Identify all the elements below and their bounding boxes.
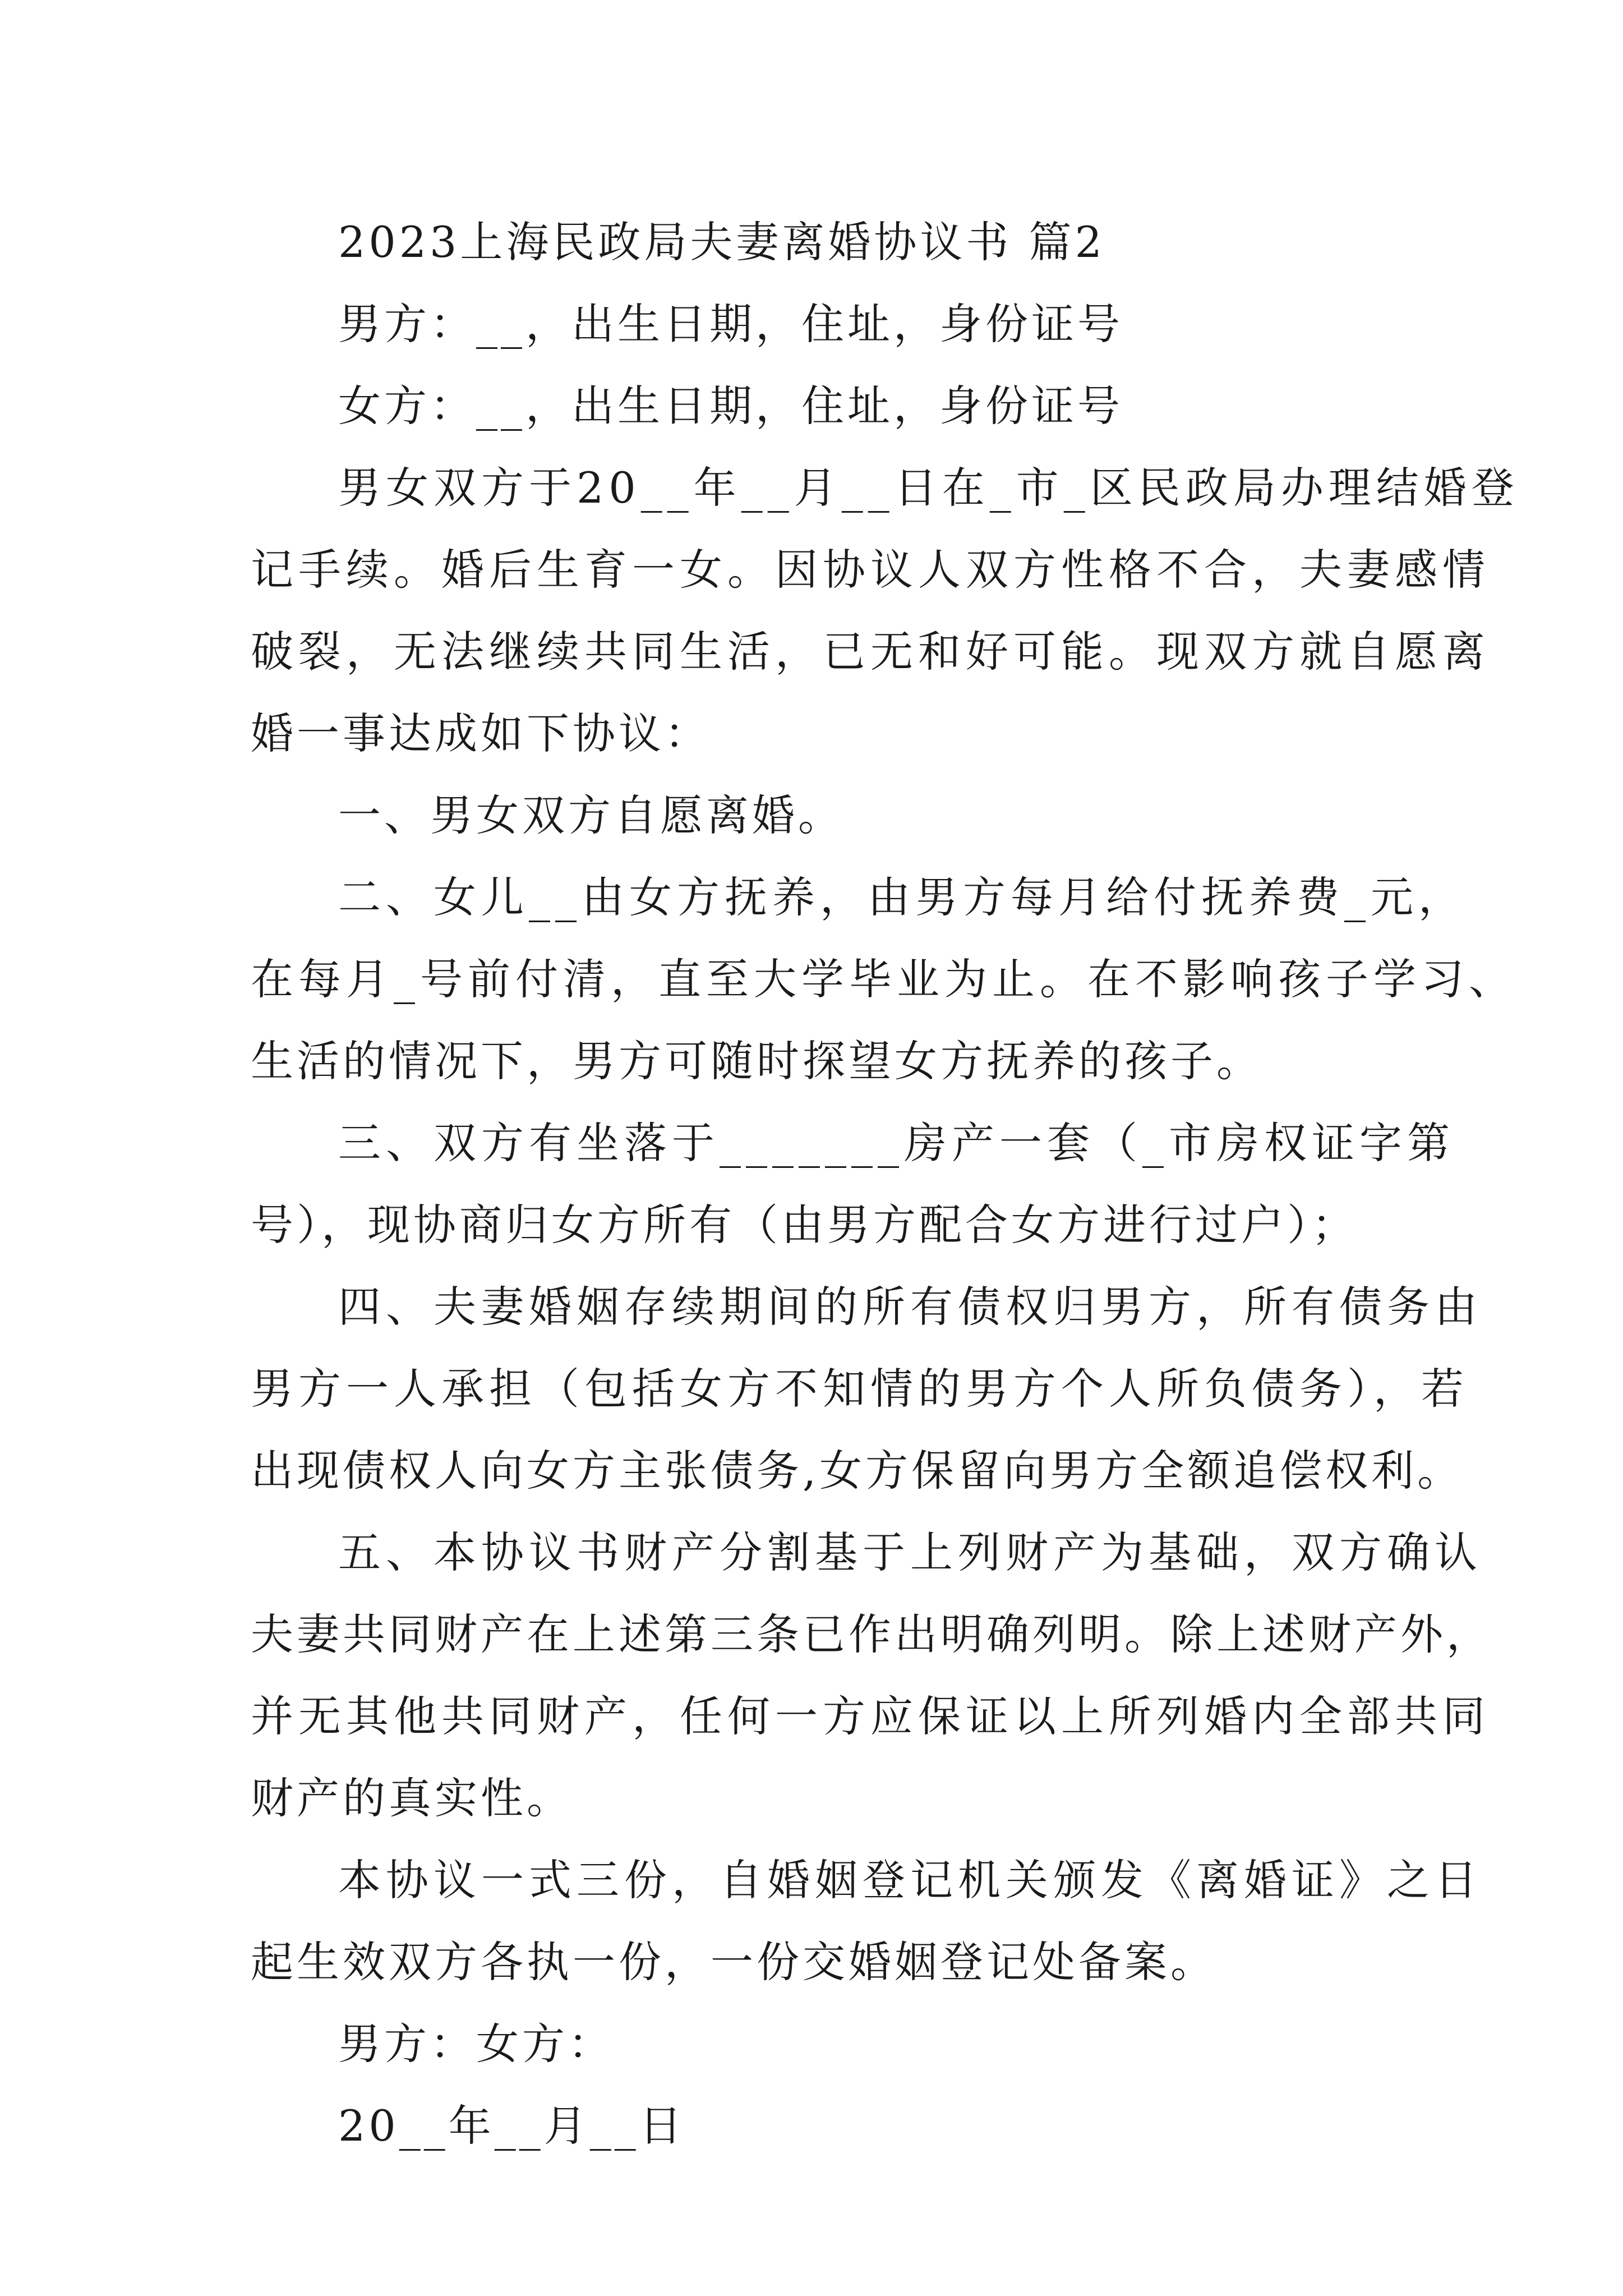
copies-line-2: 起生效双方各执一份，一份交婚姻登记处备案。 [251,1937,1216,1987]
clause-2-line-3: 生活的情况下，男方可随时探望女方抚养的孩子。 [251,1036,1262,1086]
clause-5-line-2: 夫妻共同财产在上述第三条已作出明确列明。除上述财产外， [251,1609,1492,1659]
clause-5-line-3: 并无其他共同财产，任何一方应保证以上所列婚内全部共同 [251,1691,1490,1741]
clause-2-line-2: 在每月_号前付清，直至大学毕业为止。在不影响孩子学习、 [251,954,1516,1004]
male-party-line: 男方：__，出生日期，住址，身份证号 [338,299,1123,349]
clause-3-line-2: 号），现协商归女方所有（由男方配合女方进行过户）； [251,1200,1358,1250]
clause-5-line-4: 财产的真实性。 [251,1773,573,1823]
signature-line: 男方：女方： [338,2019,614,2069]
intro-line-1: 男女双方于20__年__月__日在_市_区民政局办理结婚登 [338,463,1519,513]
copies-line-1: 本协议一式三份，自婚姻登记机关颁发《离婚证》之日 [338,1855,1482,1905]
clause-4-line-3: 出现债权人向女方主张债务,女方保留向男方全额追偿权利。 [251,1446,1464,1496]
clause-4-line-1: 四、夫妻婚姻存续期间的所有债权归男方，所有债务由 [338,1282,1482,1332]
intro-line-2: 记手续。婚后生育一女。因协议人双方性格不合，夫妻感情 [251,545,1490,595]
date-line: 20__年__月__日 [338,2101,685,2151]
clause-2-line-1: 二、女儿__由女方抚养，由男方每月给付抚养费_元， [338,872,1466,922]
document-title: 2023上海民政局夫妻离婚协议书 篇2 [338,217,1105,267]
female-party-line: 女方：__，出生日期，住址，身份证号 [338,381,1123,431]
intro-line-3: 破裂，无法继续共同生活，已无和好可能。现双方就自愿离 [251,627,1490,677]
clause-3-line-1: 三、双方有坐落于_______房产一套（_市房权证字第 [338,1118,1455,1168]
clause-5-line-1: 五、本协议书财产分割基于上列财产为基础，双方确认 [338,1527,1482,1577]
clause-4-line-2: 男方一人承担（包括女方不知情的男方个人所负债务），若 [251,1364,1469,1414]
clause-1-line-1: 一、男女双方自愿离婚。 [338,790,844,840]
intro-line-4: 婚一事达成如下协议： [251,708,711,758]
